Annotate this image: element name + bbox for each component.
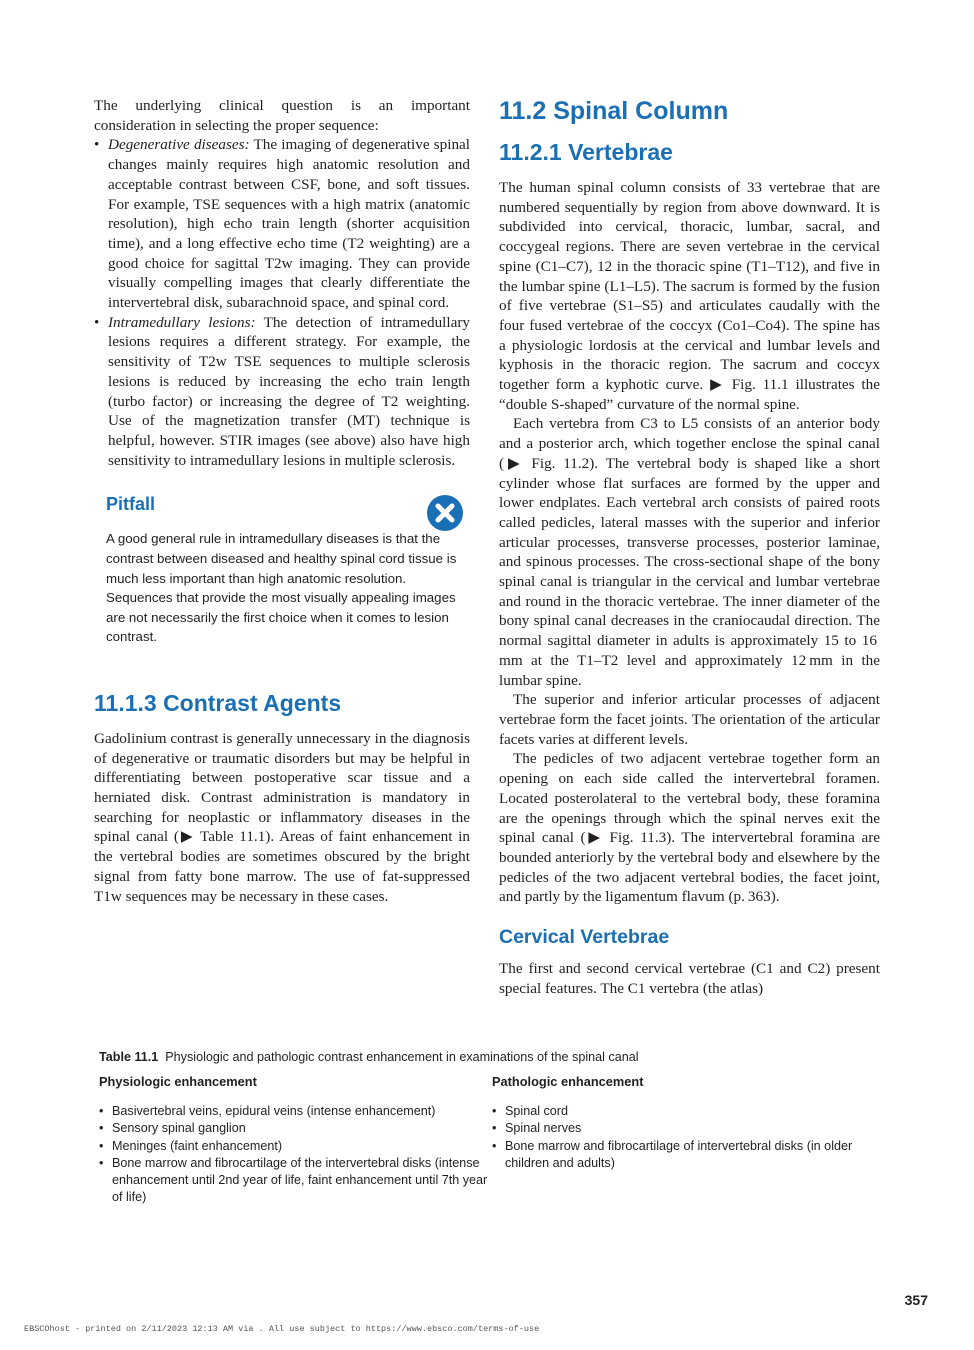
table-column-pathologic (492, 1074, 885, 1207)
list-item (94, 135, 470, 312)
list-item: • Sensory spinal ganglion (99, 1120, 492, 1137)
table-label: Table 11.1 (99, 1050, 159, 1064)
table-caption (99, 1050, 889, 1064)
bullet-text: The imaging of degenerative spinal changes mainly requires high anatomic resolution and acceptable contrast between CSF, bone, and soft tissues. For example, TSE sequences with a high matrix (anatomic resolution), high echo train length (shorter acquisition time), and a long effective echo time (T2 weighting) are a good choice for sagittal T2w imaging. They can provide visually compelling images that clearly differentiate the intervertebral disk, subarachnoid space, and spinal cord. (108, 136, 471, 312)
contrast-agents-paragraph: Gadolinium contrast is generally unnecessary in the diagnosis of degenerative or traumatic disorders but may be helpful in differentiating between postoperative scar tissue and a herniated disk. Contrast administration is mandatory in searching for neoplastic or inflammatory diseases in the spinal canal (▶ Table 11.1). Areas of faint enhancement in the vertebral bodies are sometimes obscured by the bright signal from fatty bone marrow. The use of fat-suppressed T1w sequences may be necessary in these cases. (94, 729, 470, 905)
right-column (499, 96, 880, 998)
pitfall-box (94, 494, 470, 647)
vertebrae-paragraph: The pedicles of two adjacent vertebrae together form an opening on each side called the intervertebral foramen. Located posterolateral to the vertebral body, these foramina are the openings through which the spinal nerves exit the spinal canal (▶ Fig. 11.3). The intervertebral foramina are bounded anteriorly by the vertebral body and elsewhere by the pedicles of the two adjacent vertebral bodies, the facet joint, and partly by the ligamentum flavum (p. 363). (499, 750, 880, 906)
pitfall-title: Pitfall (106, 494, 156, 515)
subsection-heading: 11.2.1 Vertebrae (499, 139, 673, 165)
page-number: 357 (904, 1292, 928, 1308)
table-column-physiologic (99, 1074, 492, 1207)
bullet-lead: Degenerative diseases: (108, 136, 250, 154)
contrast-agents-heading: 11.1.3 Contrast Agents (94, 689, 342, 716)
list-item: • Spinal nerves (492, 1120, 885, 1137)
bullet-lead: Intramedullary lesions: (108, 313, 256, 331)
vertebrae-paragraph: The superior and inferior articular processes of adjacent vertebrae form the facet joints. The orientation of the articular facets varies at different levels. (499, 691, 880, 748)
list-item: • Spinal cord (492, 1103, 885, 1120)
table-header: Physiologic enhancement (99, 1074, 257, 1089)
list-item (94, 313, 470, 471)
close-circle-icon (426, 494, 464, 532)
table-columns (99, 1074, 889, 1207)
pitfall-text: A good general rule in intramedullary diseases is that the contrast between diseased and healthy spinal cord tissue is much less important than high anatomic resolution. Sequences that provide the most visually appealing images are not necessarily the first choice when it comes to lesion contrast. (106, 531, 457, 645)
table-list (492, 1103, 885, 1172)
cervical-paragraph: The first and second cervical vertebrae (C1 and C2) present special features. The C1 vertebra (the atlas) (499, 960, 880, 997)
list-item: • Bone marrow and fibrocartilage of the intervertebral disks (intense enhancement until 2nd year of life, faint enhancement until 7th year of life) (99, 1155, 492, 1207)
vertebrae-paragraph: The human spinal column consists of 33 vertebrae that are numbered sequentially by region from above downward. It is subdivided into cervical, thoracic, lumbar, sacral, and coccygeal regions. There are seven vertebrae in the cervical spine (C1–C7), 12 in the thoracic spine (T1–T12), and five in the lumbar spine (L1–L5). The sacrum is formed by the fusion of five vertebrae (S1–S5) and articulates caudally with the four fused vertebrae of the coccyx (Co1–Co4). The spine has a physiologic lordosis at the cervical and lumbar levels and kyphosis in the thoracic region. The sacrum and coccyx together form a kyphotic curve. ▶ Fig. 11.1 illustrates the “double S-shaped” curvature of the normal spine. (499, 179, 880, 413)
bullet-text: The detection of intramedullary lesions requires a different strategy. For example, the sensitivity of T2w TSE sequences to multiple sclerosis lesions is reduced by increasing the echo train length (turbo factor) or increasing the degree of T2 weighting. Use of the magnetization transfer (MT) technique is helpful, however. STIR images (see above) also have high sensitivity to intramedullary lesions in multiple sclerosis. (108, 313, 471, 469)
section-heading: 11.2 Spinal Column (499, 97, 729, 125)
intro-paragraph: The underlying clinical question is an important consideration in selecting the proper sequence: (94, 97, 470, 134)
table-caption-text: Physiologic and pathologic contrast enhancement in examinations of the spinal canal (165, 1050, 639, 1064)
vertebrae-paragraph: Each vertebra from C3 to L5 consists of an anterior body and a posterior arch, which together enclose the spinal canal (▶ Fig. 11.2). The vertebral body is shaped like a short cylinder whose flat surfaces are formed by the upper and lower endplates. Each vertebral arch consists of paired roots called pedicles, lateral masses with the superior and inferior articular processes, transverse processes, posterior laminae, and spinous processes. The cross-sectional shape of the bony spinal canal is triangular in the cervical and lumbar vertebrae and round in the thoracic vertebrae. The inner diameter of the bony spinal canal decreases in the craniocaudal direction. The normal sagittal diameter in adults is approximately 15 to 16 mm at the T1–T2 level and approximately 12 mm in the lumbar spine. (499, 415, 880, 689)
footer-notice: EBSCOhost - printed on 2/11/2023 12:13 AM via . All use subject to https://www.ebsco.com/terms-of-use (24, 1324, 540, 1334)
list-item: • Bone marrow and fibrocartilage of intervertebral disks (in older children and adults) (492, 1138, 885, 1173)
table-header: Pathologic enhancement (492, 1074, 644, 1089)
table-list (99, 1103, 492, 1207)
list-item: • Meninges (faint enhancement) (99, 1138, 492, 1155)
cervical-heading: Cervical Vertebrae (499, 926, 670, 949)
table-11-1 (99, 1050, 889, 1207)
list-item: • Basivertebral veins, epidural veins (intense enhancement) (99, 1103, 492, 1120)
left-column (94, 96, 470, 906)
sequence-bullet-list (94, 135, 470, 470)
